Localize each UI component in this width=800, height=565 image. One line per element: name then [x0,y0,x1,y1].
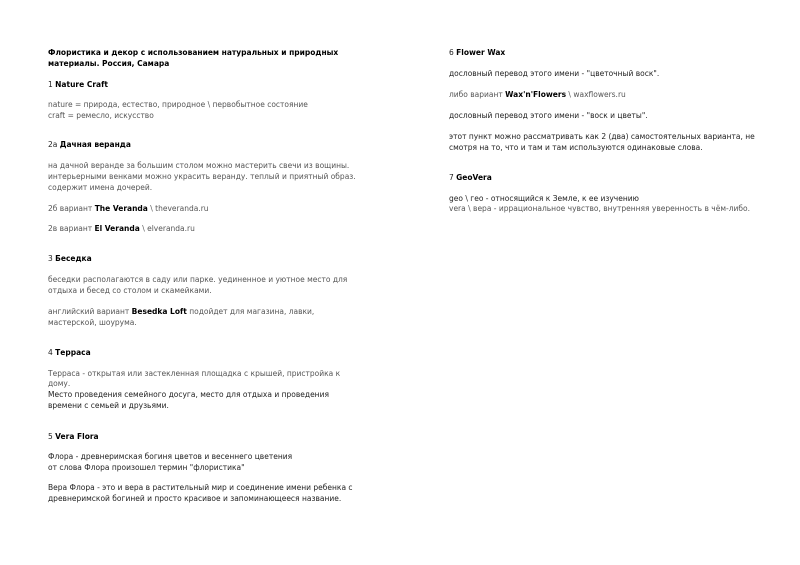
section-4-line-4: времени с семьей и друзьями. [48,401,169,410]
section-1-number: 1 [48,80,56,89]
section-6-line-2 [449,89,626,100]
section-7-name: GeoVera [456,173,492,182]
section-5-heading [48,431,99,442]
section-3-number: 3 [48,254,56,263]
section-6-line-2-name: Wax'n'Flowers [505,90,567,99]
section-7-heading [449,172,492,183]
section-2c-prefix: 2в вариант [48,224,95,233]
section-5-line-4: древнеримской богиней и просто красивое и запоминающееся название. [48,494,342,503]
section-6-number: 6 [449,48,457,57]
section-5-line-3: Вера Флора - это и вера в растительный мир и соединение имени ребенка с [48,483,353,492]
section-4-line-2: дому. [48,379,71,388]
section-1-name: Nature Craft [55,80,108,89]
section-5-name: Vera Flora [55,432,99,441]
section-3-line-3-suffix: подойдет для магазина, лавки, [186,307,315,316]
section-7-line-1: geo \ гео - относящийся к Земле, к ее изучению [449,194,639,203]
section-6-line-5: смотря на то, что и там и там используются одинаковые слова. [449,143,703,152]
section-2b-name: The Veranda [94,204,148,213]
section-3-line-1: беседки располагаются в саду или парке. уединенное и уютное место для [48,275,348,284]
section-1-heading [48,79,108,90]
section-1-line-1: nature = природа, естество, природное \ первобытное состояние [48,100,308,109]
section-6-line-3: дословный перевод этого имени - "воск и цветы". [449,111,648,120]
section-2c-line [48,223,195,234]
doc-title-line-1: Флористика и декор с использованием натуральных и природных [48,48,339,57]
section-4-line-3: Место проведения семейного досуга, место для отдыха и проведения [48,390,329,399]
section-3-name: Беседка [55,254,92,263]
section-2a-line-1: на дачной веранде за большим столом можно мастерить свечи из вощины. [48,161,350,170]
section-3-line-3-name: Besedka Loft [131,307,187,316]
section-2c-name: El Veranda [94,224,140,233]
section-2c-suffix: \ elveranda.ru [139,224,195,233]
section-2b-suffix: \ theveranda.ru [147,204,209,213]
section-2a-line-3: содержит имена дочерей. [48,183,153,192]
section-5-number: 5 [48,432,56,441]
section-5-line-2: от слова Флора произошел термин "флористика" [48,463,245,472]
section-3-line-4: мастерской, шоурума. [48,318,137,327]
section-3-heading [48,253,92,264]
section-7-line-2: vera \ вера - иррациональное чувство, внутренняя уверенность в чём-либо. [449,204,750,213]
section-5-line-1: Флора - древнеримская богиня цветов и весеннего цветения [48,452,293,461]
section-1-line-2: craft = ремесло, искусство [48,111,154,120]
doc-title-line-2: материалы. Россия, Самара [48,59,170,68]
section-2a-line-2: интерьерными венками можно украсить веранду. теплый и приятный образ. [48,172,356,181]
section-4-number: 4 [48,348,56,357]
section-6-line-1: дословный перевод этого имени - "цветочный воск". [449,69,660,78]
section-2b-prefix: 2б вариант [48,204,95,213]
section-4-line-1: Терраса - открытая или застекленная площадка с крышей, пристройка к [48,369,341,378]
section-3-line-3 [48,306,314,317]
section-2a-heading [48,139,131,150]
section-6-name: Flower Wax [456,48,506,57]
section-4-heading [48,347,91,358]
section-2b-line [48,203,209,214]
section-6-heading [449,47,505,58]
section-6-line-2-suffix: \ waxflowers.ru [566,90,626,99]
section-3-line-3-prefix: английский вариант [48,307,132,316]
section-6-line-2-prefix: либо вариант [449,90,506,99]
section-7-number: 7 [449,173,457,182]
section-6-line-4: этот пункт можно рассматривать как 2 (два) самостоятельных варианта, не [449,132,755,141]
section-4-name: Терраса [55,348,91,357]
section-2a-name: Дачная веранда [59,140,131,149]
section-2a-number: 2а [48,140,60,149]
section-3-line-2: отдыха и бесед со столом и скамейками. [48,286,212,295]
